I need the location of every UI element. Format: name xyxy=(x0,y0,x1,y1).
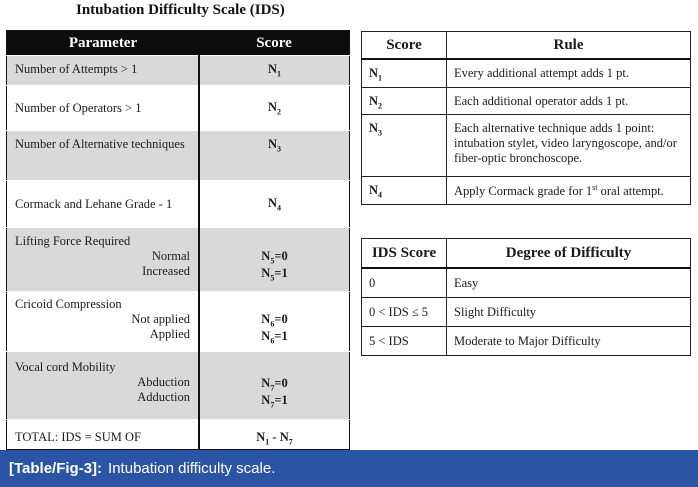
score-cell: $N_7=0$ $N_7=1$ xyxy=(199,352,350,420)
score-cell: $N_3$ xyxy=(199,131,350,181)
score-cell: $N_3$ xyxy=(362,115,447,177)
score-cell: $N_4$ xyxy=(199,181,350,228)
ids-score-cell: 0 < IDS ≤ 5 xyxy=(362,298,447,327)
score-cell: $N_1 - N_7$ xyxy=(199,420,350,450)
table-row xyxy=(7,131,350,181)
table-row xyxy=(362,115,691,177)
degree-cell: Easy xyxy=(447,268,691,298)
option-label: Abduction xyxy=(137,375,190,389)
param-cell: Cormack and Lehane Grade - 1 xyxy=(7,181,200,228)
degree-header: Degree of Difficulty xyxy=(447,239,691,269)
score-cell: $N_5=0$ $N_5=1$ xyxy=(199,228,350,292)
ids-score-cell: 0 xyxy=(362,268,447,298)
score-header: Score xyxy=(199,31,350,56)
caption-text: Intubation difficulty scale. xyxy=(108,460,276,477)
option-label: Adduction xyxy=(137,390,190,404)
degree-cell: Slight Difficulty xyxy=(447,298,691,327)
param-name: Lifting Force Required xyxy=(15,234,131,248)
option-label: Normal xyxy=(151,249,190,263)
table-row xyxy=(7,228,350,292)
param-cell: TOTAL: IDS = SUM OF xyxy=(7,420,200,450)
score-cell: $N_2$ xyxy=(199,86,350,131)
rule-table xyxy=(361,31,691,205)
ids-score-cell: 5 < IDS xyxy=(362,327,447,356)
rule-cell: Each additional operator adds 1 pt. xyxy=(447,87,691,115)
option-label: Not applied xyxy=(131,312,190,326)
option-label: Increased xyxy=(142,264,190,278)
rule-table-header-row xyxy=(362,32,691,60)
caption-label: [Table/Fig-3]: xyxy=(9,460,103,477)
table-row xyxy=(362,177,691,205)
score-cell: $N_6=0$ $N_6=1$ xyxy=(199,292,350,352)
param-name: Vocal cord Mobility xyxy=(15,360,116,374)
param-cell: Number of Alternative techniques xyxy=(7,131,200,181)
figure-title: Intubation Difficulty Scale (IDS) xyxy=(76,2,285,18)
param-cell xyxy=(7,292,200,352)
param-name: Cricoid Compression xyxy=(15,297,122,311)
parameter-table-header-row xyxy=(7,31,350,56)
param-cell: Number of Operators > 1 xyxy=(7,86,200,131)
table-row xyxy=(7,86,350,131)
table-row xyxy=(362,268,691,298)
rule-cell: Apply Cormack grade for 1st oral attempt. xyxy=(447,177,691,205)
parameter-table xyxy=(6,30,350,450)
table-row xyxy=(362,59,691,87)
score-header: Score xyxy=(362,32,447,60)
table-row xyxy=(7,292,350,352)
table-row xyxy=(7,420,350,450)
score-cell: $N_4$ xyxy=(362,177,447,205)
ids-score-table xyxy=(361,238,691,356)
param-cell: Number of Attempts > 1 xyxy=(7,56,200,86)
table-row xyxy=(7,181,350,228)
ids-score-header: IDS Score xyxy=(362,239,447,269)
table-row xyxy=(362,87,691,115)
ids-table-header-row xyxy=(362,239,691,269)
score-cell: $N_1$ xyxy=(362,59,447,87)
score-cell: $N_1$ xyxy=(199,56,350,86)
rule-cell: Every additional attempt adds 1 pt. xyxy=(447,59,691,87)
figure-caption xyxy=(0,450,698,487)
score-cell: $N_2$ xyxy=(362,87,447,115)
parameter-header: Parameter xyxy=(7,31,200,56)
table-row xyxy=(362,298,691,327)
option-label: Applied xyxy=(149,327,190,341)
rule-cell: Each alternative technique adds 1 point: intubation stylet, video laryngoscope, and/or fiber-optic bronchoscope. xyxy=(447,115,691,177)
degree-cell: Moderate to Major Difficulty xyxy=(447,327,691,356)
table-row xyxy=(362,327,691,356)
param-cell xyxy=(7,352,200,420)
rule-header: Rule xyxy=(447,32,691,60)
param-cell xyxy=(7,228,200,292)
table-row xyxy=(7,56,350,86)
table-row xyxy=(7,352,350,420)
